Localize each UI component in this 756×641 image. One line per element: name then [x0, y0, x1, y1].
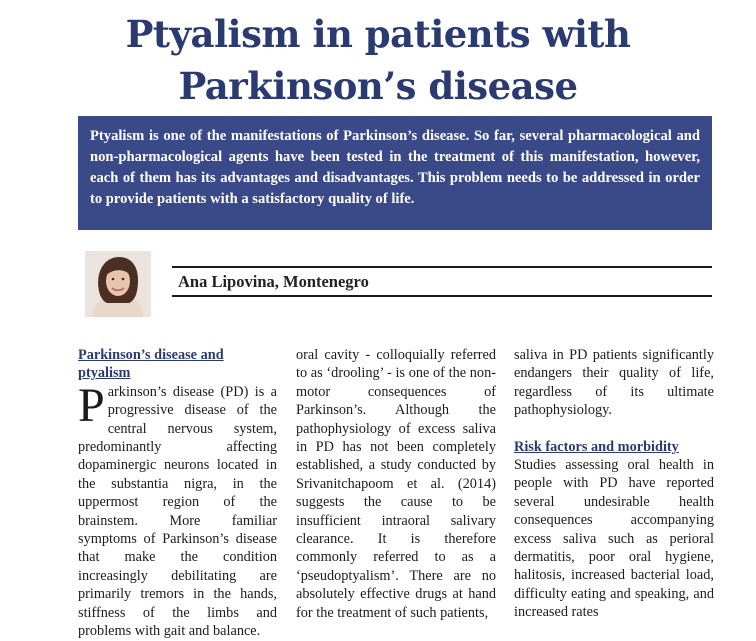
column-2-paragraph: oral cavity - colloquially referred to as ‘drooling’ - is one of the non-motor consequences of Parkinson’s. Although the pathophysiology of excess saliva in PD has not been completely established, a study conducted by Srivanitchapoom et al. (2014) suggests the cause to be insufficient intraoral salivary clearance. It is therefore commonly referred to as a ‘pseudoptyalism’. There are no absolutely effective drugs at hand for the treatment of such patients, [296, 347, 496, 621]
column-1 [78, 346, 277, 641]
section-1-paragraph [78, 378, 277, 641]
author-rule-top [172, 266, 712, 268]
column-3-paragraph: saliva in PD patients significantly endangers their quality of life, regardless of its ultimate pathophysiology. [514, 347, 714, 419]
section-heading-risk-factors: Risk factors and morbidity [514, 438, 679, 455]
author-byline: Ana Lipovina, Montenegro [178, 272, 369, 291]
abstract-box [78, 116, 712, 230]
section-heading-parkinsons: Parkinson’s disease and ptyalism [78, 347, 224, 382]
section-1-text: arkinson’s disease (PD) is a progressive disease of the central nervous system, predominantly affecting dopaminergic neurons located in the substantia nigra, in the uppermost region of the brainstem. More familiar symptoms of Parkinson’s disease that make the condition increasingly debilitating are primarily tremors in the hands, stiffness of the limbs and problems with gait and balance. [78, 383, 277, 640]
author-avatar [85, 251, 151, 317]
drop-cap: P [78, 378, 105, 432]
author-photo-icon [85, 251, 151, 317]
section-2-paragraph: Studies assessing oral health in people with PD have reported several undesirable health consequences accompanying excess saliva such as perioral dermatitis, poor oral hygiene, halitosis, increased bacterial load, difficulty eating and speaking, and increased rates [514, 457, 714, 621]
article-title: Ptyalism in patients with Parkinson’s disease [125, 12, 631, 108]
column-3 [514, 346, 714, 622]
column-2 [296, 346, 496, 622]
abstract-text: Ptyalism is one of the manifestations of Parkinson’s disease. So far, several pharmacological and non-pharmacological agents have been tested in the treatment of this manifestation, however, each of them has its advantages and disadvantages. This problem needs to be addressed in order to provide patients with a satisfactory quality of life. [90, 128, 700, 207]
author-rule-bottom [172, 295, 712, 297]
